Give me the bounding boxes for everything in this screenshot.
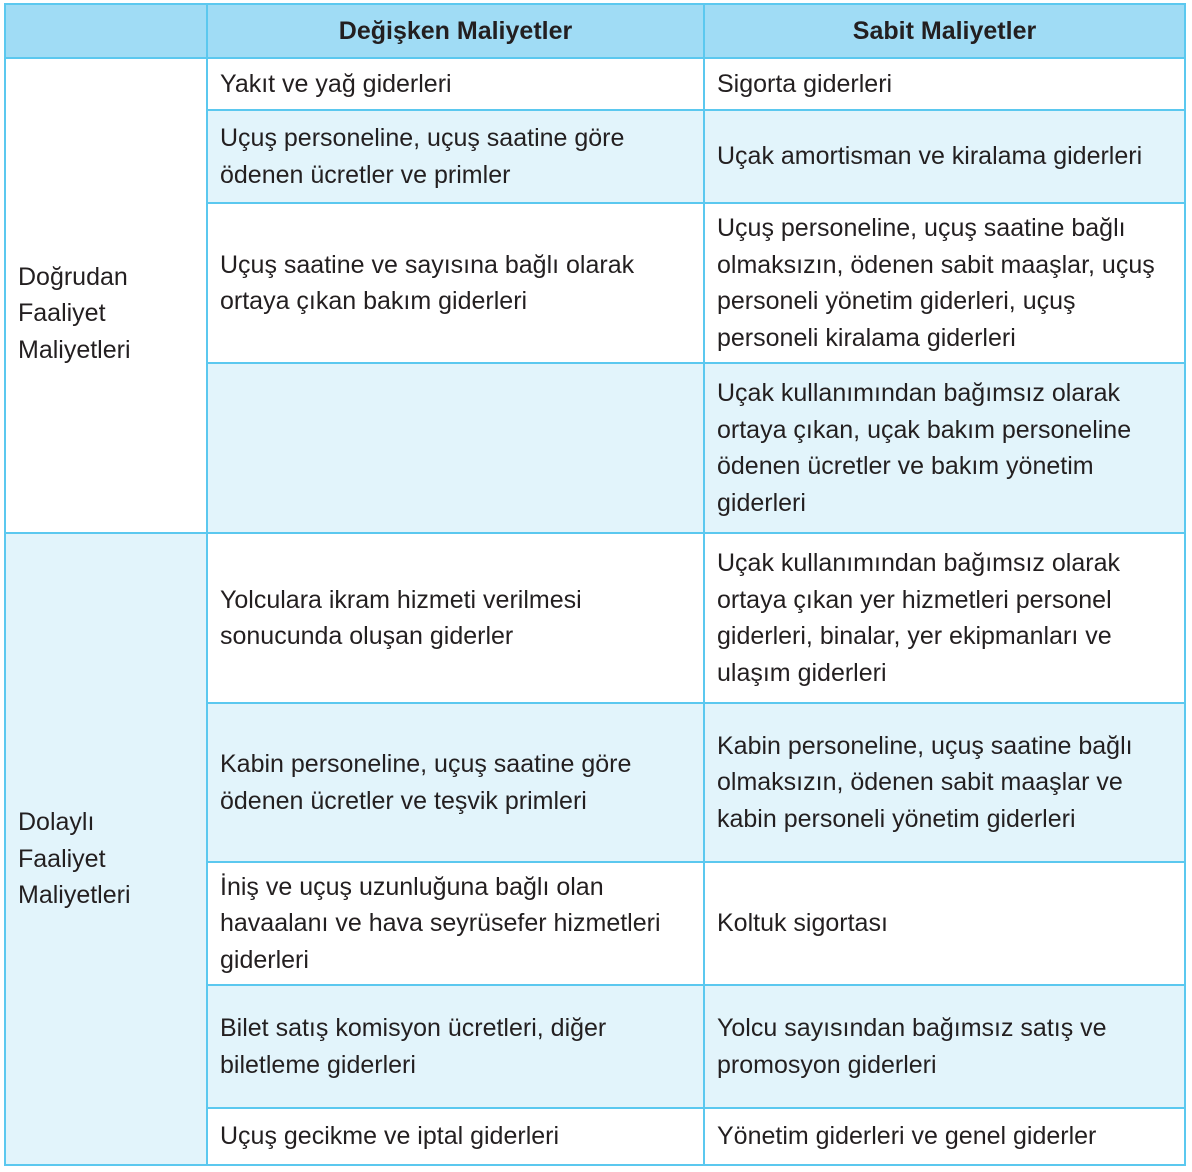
variable-cell [207,363,704,533]
fixed-cell: Uçak kullanımından bağımsız olarak ortaya çıkan yer hizmetleri personel giderleri, binalar, yer ekipmanları ve ulaşım giderleri [704,533,1185,703]
variable-cell: Bilet satış komisyon ücretleri, diğer biletleme giderleri [207,985,704,1108]
variable-cell: Kabin personeline, uçuş saatine göre ödenen ücretler ve teşvik primleri [207,703,704,862]
variable-cell: İniş ve uçuş uzunluğuna bağlı olan havaalanı ve hava seyrüsefer hizmetleri giderleri [207,862,704,985]
header-fixed-costs: Sabit Maliyetler [704,4,1185,58]
fixed-cell: Kabin personeline, uçuş saatine bağlı olmaksızın, ödenen sabit maaşlar ve kabin personeli yönetim giderleri [704,703,1185,862]
table-row [5,58,1185,110]
variable-cell: Uçuş personeline, uçuş saatine göre ödenen ücretler ve primler [207,110,704,203]
fixed-cell: Uçak kullanımından bağımsız olarak ortaya çıkan, uçak bakım personeline ödenen ücretler ve bakım yönetim giderleri [704,363,1185,533]
fixed-cell: Sigorta giderleri [704,58,1185,110]
table-row [5,533,1185,703]
group-label-indirect [5,533,207,1165]
group-label-text: Doğrudan Faaliyet Maliyetleri [18,262,131,364]
fixed-cell: Yönetim giderleri ve genel giderler [704,1108,1185,1165]
fixed-cell: Uçak amortisman ve kiralama giderleri [704,110,1185,203]
header-variable-costs: Değişken Maliyetler [207,4,704,58]
cost-table [4,3,1186,1166]
group-label-direct [5,58,207,533]
fixed-cell: Koltuk sigortası [704,862,1185,985]
variable-cell: Uçuş saatine ve sayısına bağlı olarak ortaya çıkan bakım giderleri [207,203,704,363]
fixed-cell: Yolcu sayısından bağımsız satış ve promosyon giderleri [704,985,1185,1108]
variable-cell: Yolculara ikram hizmeti verilmesi sonucunda oluşan giderler [207,533,704,703]
variable-cell: Yakıt ve yağ giderleri [207,58,704,110]
fixed-cell: Uçuş personeline, uçuş saatine bağlı olmaksızın, ödenen sabit maaşlar, uçuş personeli yönetim giderleri, uçuş personeli kiralama giderleri [704,203,1185,363]
header-row [5,4,1185,58]
group-label-text: Dolaylı Faaliyet Maliyetleri [18,808,131,910]
header-empty [5,4,207,58]
variable-cell: Uçuş gecikme ve iptal giderleri [207,1108,704,1165]
